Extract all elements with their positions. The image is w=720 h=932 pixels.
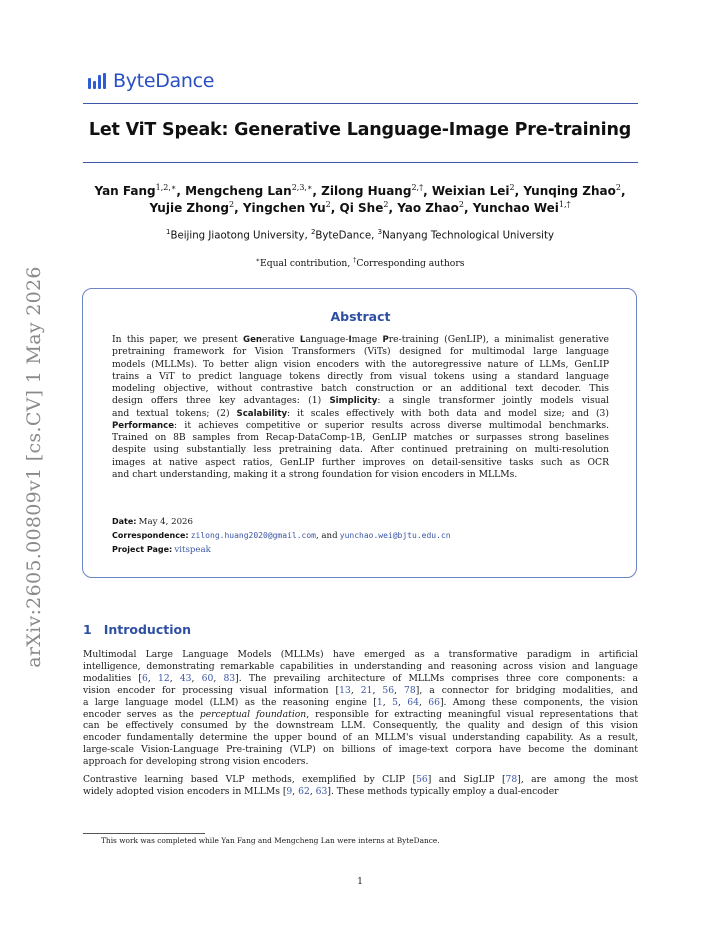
text-run: encoder fundamentally determine the upper bound of an MLLM's visual understanding capability. As a result, (83, 732, 638, 744)
text-run: : it scales effectively with both data and model size; and (3) (287, 407, 609, 419)
text-run: anguage- (305, 334, 349, 345)
text-run: widely adopted vision encoders in MLLMs [ (83, 785, 287, 797)
footnote: This work was completed while Yan Fang and Mengcheng Lan were interns at ByteDance. (101, 836, 440, 845)
text-run: intelligence, demonstrating remarkable capabilities in understanding and reasoning across vision and language (83, 660, 638, 672)
project-page-link[interactable]: vitspeak (174, 545, 211, 555)
text-line (83, 756, 638, 768)
text-run: , (169, 672, 180, 684)
text-run: ]. These methods typically employ a dual-encoder (327, 785, 559, 797)
text-run: and textual tokens; (2) (112, 407, 237, 419)
paper-title: Let ViT Speak: Generative Language-Image Pre-training (88, 120, 632, 140)
text-run: , (418, 696, 429, 708)
text-line (83, 720, 638, 732)
citation-link[interactable]: 56 (416, 774, 428, 785)
author-affiliation-mark: 2 (325, 200, 331, 209)
text-run: images at native aspect ratios, GenLIP further improves on detail-sensitive tasks such as OCR (112, 456, 609, 468)
project-page-line: Project Page: vitspeak (112, 545, 211, 555)
abstract-text (112, 334, 609, 481)
text-run: encoder serves as the (83, 708, 200, 720)
bold-term: L (299, 335, 306, 345)
citation-link[interactable]: 43 (179, 672, 192, 684)
text-line (83, 685, 638, 697)
text-run: erative (262, 334, 300, 345)
logo-text: ByteDance (113, 70, 215, 92)
text-run: pretraining framework for Vision Transformers (ViTs) designed for multimodal large language (112, 346, 609, 358)
affiliation-mark: 3 (377, 228, 383, 236)
text-run: , (372, 684, 383, 696)
author-name: Mengcheng Lan (185, 184, 292, 198)
text-line (83, 673, 638, 685)
bytedance-logo-icon (88, 73, 106, 89)
text-line (112, 346, 609, 358)
text-run: re-training (GenLIP), a minimalist generative (388, 334, 609, 345)
author-name: Zilong Huang (321, 184, 412, 198)
citation-link[interactable]: 83 (223, 672, 236, 684)
text-run: , (382, 696, 393, 708)
author-affiliation-mark: 2,3,∗ (291, 183, 313, 192)
citation-link[interactable]: 63 (315, 785, 328, 797)
citation-link[interactable]: 21 (360, 684, 373, 696)
affiliation-mark: 2 (310, 228, 316, 236)
text-run: modalities [ (83, 672, 143, 684)
text-run: , (309, 785, 316, 797)
text-line (112, 469, 609, 481)
text-run: vision encoder for processing visual information [ (83, 684, 340, 696)
text-line (83, 774, 638, 786)
text-line (112, 432, 609, 444)
author-affiliation-mark: 2,† (411, 183, 424, 192)
text-line (112, 408, 609, 420)
text-line (83, 697, 638, 709)
citation-link[interactable]: 13 (339, 684, 351, 696)
author-affiliation-mark: 2 (229, 200, 235, 209)
text-run: , (394, 684, 405, 696)
text-run: ]. Among these components, the vision (439, 696, 638, 708)
citation-link[interactable]: 64 (407, 696, 419, 708)
date-line: Date: May 4, 2026 (112, 517, 193, 527)
bold-term: I (348, 335, 352, 345)
affiliation-name: Nanyang Technological University (382, 230, 554, 242)
abstract-box (82, 288, 637, 578)
correspondence-line: Correspondence: zilong.huang2020@gmail.com, and yunchao.wei@bjtu.edu.cn (112, 531, 451, 541)
text-run: approach for developing strong vision encoders. (83, 756, 309, 768)
text-run: , (213, 672, 224, 684)
text-run: can be effectively consumed by the downstream LLM. Consequently, the quality and design of this vision (83, 720, 638, 732)
affiliation-name: Beijing Jiaotong University (170, 230, 305, 242)
author-name: Qi She (339, 201, 384, 215)
text-line (112, 383, 609, 395)
author-affiliation-mark: 2 (458, 200, 464, 209)
text-run: a large language model (LLM) as the reasoning engine [ (83, 696, 377, 708)
text-run: trains a ViT to predict language tokens directly from visual tokens using a standard language (112, 370, 609, 382)
affiliations: $^1$Beijing Jiaotong University, $^2$ByteDance, $^3$Nanyang Technological University (165, 228, 554, 242)
author-affiliation-mark: 1,2,∗ (155, 183, 177, 192)
citation-link[interactable]: 12 (158, 672, 170, 684)
author-name: Yingchen Yu (242, 201, 326, 215)
page-number: 1 (357, 876, 363, 887)
author-affiliation-mark: 2 (615, 183, 621, 192)
bold-term: Performance (112, 420, 175, 431)
author-name: Weixian Lei (431, 184, 510, 198)
text-run: ]. The prevailing architecture of MLLMs comprises three core components: a (235, 672, 638, 684)
abstract-heading: Abstract (330, 309, 391, 324)
text-line (112, 420, 609, 432)
text-line (112, 457, 609, 469)
citation-link[interactable]: 1 (376, 696, 383, 708)
text-line (112, 371, 609, 383)
text-run: Trained on 8B samples from Recap-DataComp-1B, GenLIP matches or surpasses strong baselines (112, 432, 609, 443)
email-link-1[interactable]: zilong.huang2020@gmail.com (190, 531, 316, 540)
citation-link[interactable]: 9 (286, 785, 293, 797)
text-line (83, 786, 638, 798)
affiliation-mark: 1 (165, 228, 171, 236)
email-link-2[interactable]: yunchao.wei@bjtu.edu.cn (339, 531, 451, 540)
author-name: Yunqing Zhao (523, 184, 616, 198)
text-run: mage (351, 334, 383, 345)
text-line (83, 661, 638, 673)
contribution-note: ∗Equal contribution, †Corresponding authors (255, 256, 465, 270)
author-list-line2: Yujie Zhong$^2$, Yingchen Yu$^2$, Qi She$^2$, Yao Zhao$^2$, Yunchao Wei$^{1,\dagger}$ (149, 200, 571, 215)
text-run: modeling objective, without contrastive batch construction or an additional text decoder. This (112, 383, 609, 394)
affiliation-name: ByteDance (315, 230, 372, 242)
text-run: Contrastive learning based VLP methods, exemplified by CLIP [ (83, 774, 417, 785)
author-name: Yan Fang (94, 184, 156, 198)
text-run: ], are among the most (517, 774, 638, 785)
text-run: , (147, 672, 158, 684)
citation-link[interactable]: 60 (201, 672, 214, 684)
author-affiliation-mark: 1,† (558, 200, 571, 209)
text-run: models (MLLMs). To better align vision encoders with the autoregressive nature of LLMs, GenLIP (112, 358, 609, 370)
text-run: , (191, 672, 202, 684)
arxiv-identifier: arXiv:2605.00809v1 [cs.CV] 1 May 2026 (23, 266, 45, 668)
author-name: Yunchao Wei (472, 201, 559, 215)
bold-term: Gen (243, 335, 263, 345)
text-line (83, 709, 638, 721)
text-line (83, 732, 638, 744)
header-rule-top (83, 103, 638, 104)
bold-term: P (382, 335, 389, 345)
text-line (112, 395, 609, 407)
header-rule-bottom (83, 162, 638, 163)
text-line (112, 359, 609, 371)
citation-link[interactable]: 5 (392, 696, 398, 708)
text-line (112, 334, 609, 346)
text-line (83, 649, 638, 661)
text-run: , (292, 785, 299, 797)
citation-link[interactable]: 78 (404, 684, 416, 696)
citation-link[interactable]: 56 (382, 684, 395, 696)
author-name: Yujie Zhong (149, 201, 230, 215)
author-affiliation-mark: 2 (509, 183, 515, 192)
section-heading-introduction: 1 Introduction (83, 622, 191, 637)
text-run: design offers three key advantages: (1) (112, 395, 330, 407)
citation-link[interactable]: 62 (298, 785, 310, 797)
bold-term: Simplicity (329, 396, 378, 407)
text-run: ] and SigLIP [ (427, 774, 506, 785)
text-line (112, 444, 609, 456)
text-run: : it achieves competitive or superior results across diverse multimodal benchmarks. (174, 419, 609, 431)
text-run: In this paper, we present (112, 334, 244, 345)
author-name: Yao Zhao (397, 201, 459, 215)
citation-link[interactable]: 78 (505, 774, 518, 785)
citation-link[interactable]: 6 (142, 672, 148, 684)
footnote-rule (83, 833, 205, 834)
text-run: despite using substantially less pretraining data. After continued pretraining on multi-resolution (112, 444, 609, 456)
text-run: large-scale Vision-Language Pre-training (VLP) on billions of image-text corpora have become the dominant (83, 744, 638, 756)
author-list-line1: Yan Fang$^{1,2,∗}$, Mengcheng Lan$^{2,3,∗}$, Zilong Huang$^{2,\dagger}$, Weixian Lei$^2$, Yunqing Zhao$^2$, (94, 183, 626, 198)
intro-paragraph-1 (83, 649, 638, 768)
text-run: Multimodal Large Language Models (MLLMs) have emerged as a transformative paradigm in artificial (83, 649, 638, 660)
text-run: , responsible for extracting meaningful visual representations that (306, 708, 638, 720)
citation-link[interactable]: 66 (428, 696, 440, 708)
bytedance-logo (88, 70, 214, 92)
text-run: , (397, 696, 408, 708)
text-run: : a single transformer jointly models visual (377, 395, 609, 407)
author-affiliation-mark: 2 (383, 200, 389, 209)
text-line (83, 744, 638, 756)
text-run: , (350, 684, 361, 696)
text-run: ], a connector for bridging modalities, and (415, 684, 638, 696)
bold-term: Scalability (236, 408, 288, 419)
intro-paragraph-2 (83, 774, 638, 798)
emphasis: perceptual foundation (199, 708, 307, 720)
text-run: and chart understanding, making it a strong foundation for vision encoders in MLLMs. (112, 468, 518, 480)
